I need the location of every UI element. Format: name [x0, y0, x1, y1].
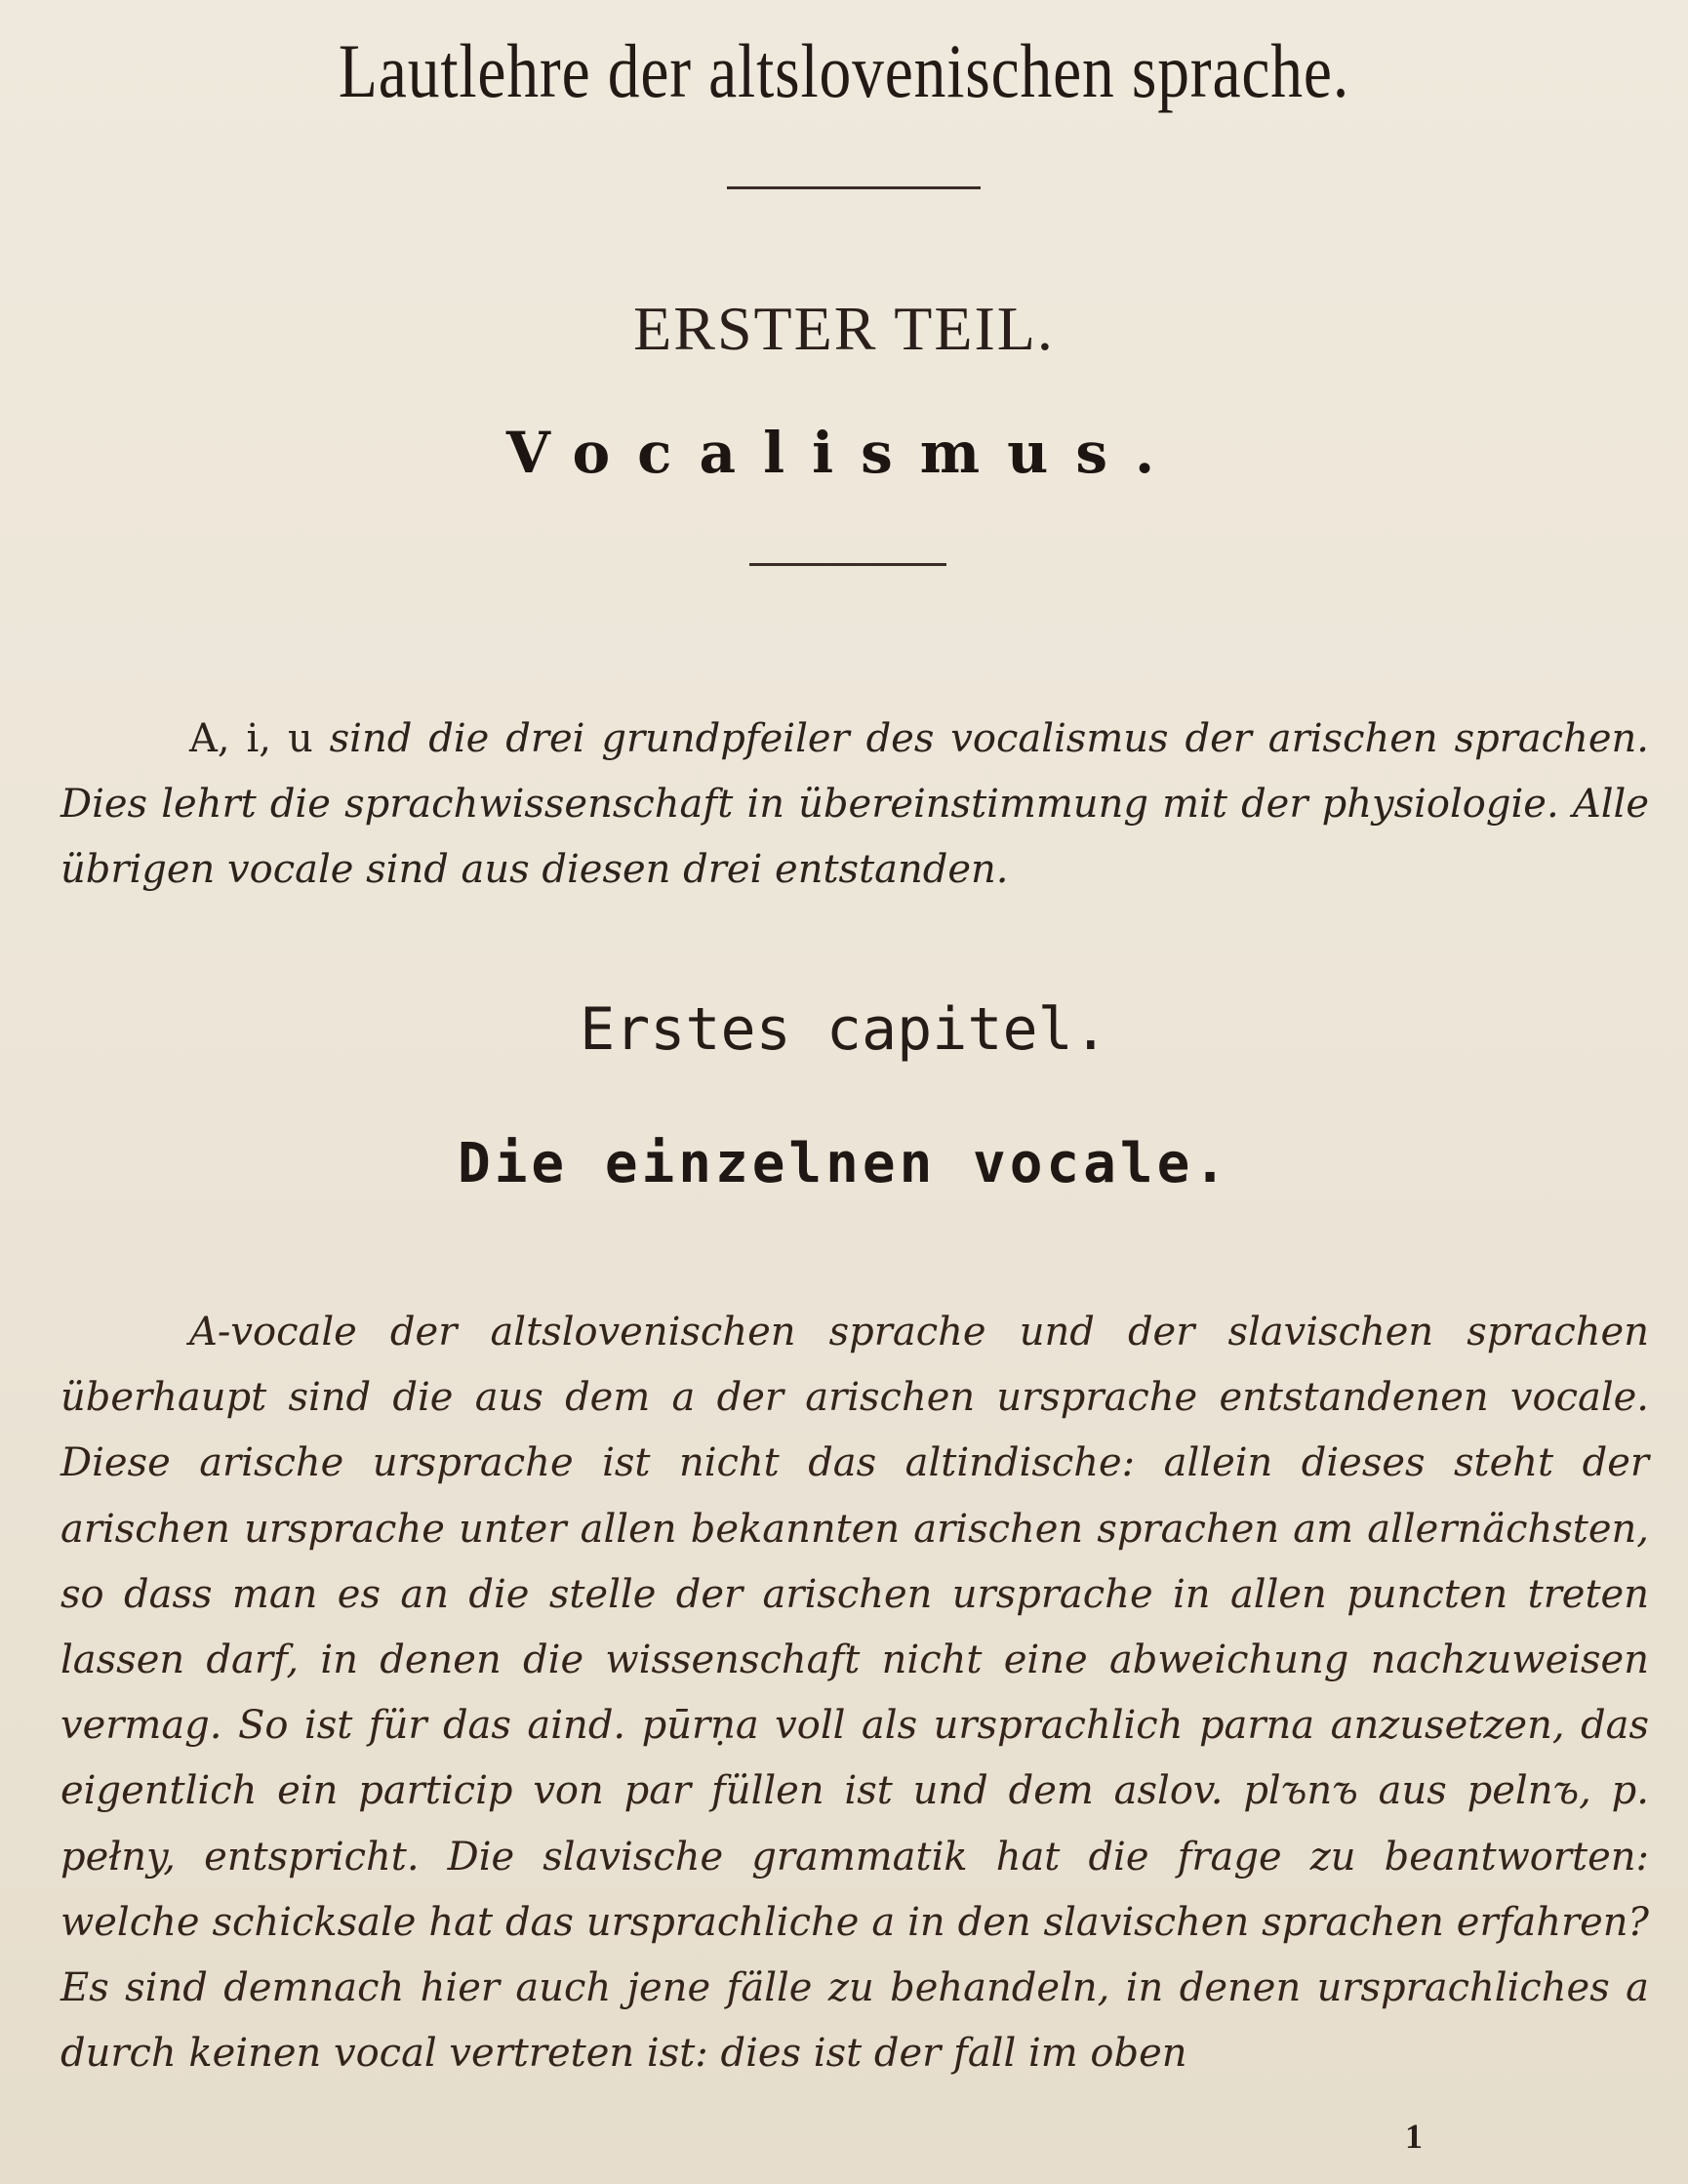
- body-text: A-vocale der altslovenischen sprache und der slavischen sprachen überhaupt sind die aus dem a der arischen ursprache entstandenen vocale. Diese arische ursprache ist nicht das altindische: allein dieses steht der arischen ursprache unter allen bekannten arischen sprachen am allernächsten, so dass man es an die stelle der arischen ursprache in allen puncten treten lassen darf, in denen die wissenschaft nicht eine abweichung nachzuweisen vermag. So ist für das aind. pūrṇa voll als ursprachlich parna anzusetzen, das eigentlich ein particip von par füllen ist und dem aslov. plъnъ aus pelnъ, p. pełny, entspricht. Die slavische grammatik hat die frage zu beantworten: welche schicksale hat das ursprachliche a in den slavischen sprachen erfahren? Es sind demnach hier auch jene fälle zu behandeln, in denen ursprachliches a durch keinen vocal vertreten ist: dies ist der fall im oben: [60, 1310, 1649, 2077]
- chapter-subheading: Die einzelnen vocale.: [457, 1132, 1230, 1195]
- page-number: 1: [1405, 2117, 1423, 2156]
- body-paragraph: [60, 1300, 1649, 2086]
- title-divider: [727, 186, 981, 189]
- body-indent: [60, 1310, 189, 1355]
- part-heading: ERSTER TEIL.: [633, 294, 1055, 363]
- chapter-heading: Erstes capitel.: [580, 995, 1108, 1064]
- part-subheading: Vocalismus.: [505, 420, 1183, 486]
- page-title: Lautlehre der altslovenischen sprache.: [338, 28, 1350, 113]
- intro-paragraph: [60, 707, 1649, 903]
- intro-text: sind die drei grundpfeiler des vocalismus der arischen sprachen. Dies lehrt die sprachwissenschaft in übereinstimmung mit der physiologie. Alle übrigen vocale sind aus diesen drei entstanden.: [60, 716, 1649, 892]
- intro-lead: A, i, u: [189, 716, 313, 761]
- part-divider: [749, 563, 946, 566]
